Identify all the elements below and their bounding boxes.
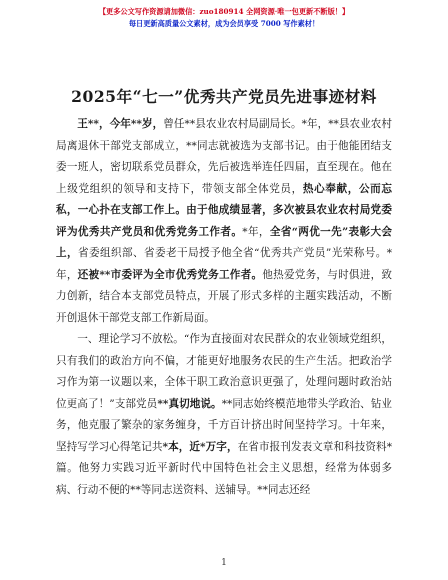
text-run: 曾任**县农业农村局副局长。*年，**县农业农村局离退休干部党支部成立，**同志就被选为支部书记。由于他能团结支委一班人，密切联系党员群众，先后被选举连任四届，直至现在。他在上级党组织的领导和支持下，带领支部全体党员， xyxy=(56,118,392,195)
text-run: **同志始终模范地带头学政治、钻业务，他克服了繁杂的家务缠身，千方百计挤出时间坚持学习。十年来，坚持写学习心得笔记共 xyxy=(56,397,392,453)
text-run: 全省“两优一先”表彰大会上， xyxy=(56,225,393,259)
text-run: 王**，今年**岁， xyxy=(77,118,164,130)
text-run: 省委组织部、省委老干局授予他全省“优秀共产党员”光荣称号。*年， xyxy=(56,247,392,281)
text-run: **真切地说。 xyxy=(157,397,222,410)
text-run: *本，近*万字， xyxy=(162,440,238,453)
page-number: 1 xyxy=(221,558,227,568)
text-run: *年， xyxy=(242,225,270,238)
document-title: 2025年“七一”优秀共产党员先进事迹材料 xyxy=(71,87,377,106)
promo-line-2: 每日更新高质量公文素材，成为会员享受 7000 写作素材！ xyxy=(128,19,320,28)
text-run: 他热爱党务，与时俱进，致力创新，结合本支部党员特点，开展了形式多样的主题实践活动，不断开创退休干部党支部工作新局面。 xyxy=(56,268,393,324)
promo-line-1: 【更多公文写作资源请加微信：zuo180914 全网资源·唯一包更新不断版！】 xyxy=(98,7,350,16)
text-run: 还被**市委评为全市优秀党务工作者。 xyxy=(77,268,263,281)
text-run: 一、理论学习不放松。“作为直接面对农民群众的农业领域党组织，只有我们的政治方向不偏，才能更好地服务农民的生产生活。把政治学习作为第一议题以来，全体干职工政治意识更强了，处理问题时政治站位更高了！”支部党员 xyxy=(56,333,392,410)
text-run: 在省市报刊发表文章和科技资料*篇。他努力实践习近平新时代中国特色社会主义思想，经常为体弱多病、行动不便的**等同志送资料、送辅导。**同志还经 xyxy=(56,440,392,496)
document-body xyxy=(56,114,392,501)
text-run: 热心奉献，公而忘私，一心扑在支部工作上。由于他成绩显著，多次被县农业农村局党委评为优秀共产党员和优秀党务工作者。 xyxy=(56,182,392,238)
paragraph-1 xyxy=(56,114,392,329)
paragraph-2 xyxy=(56,329,392,501)
promo-banner xyxy=(0,6,448,30)
